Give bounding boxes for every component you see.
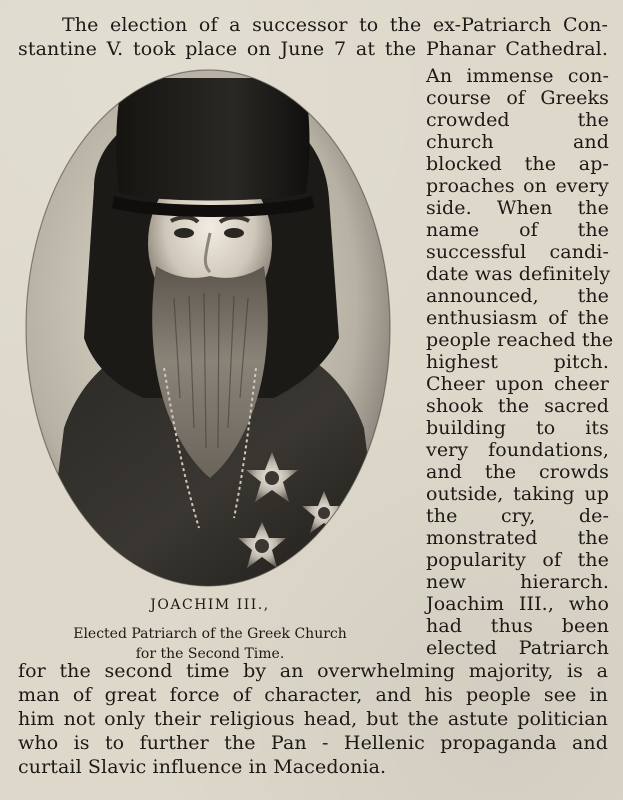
column-line: An immense con- bbox=[426, 65, 609, 87]
column-line: crowded the bbox=[426, 109, 609, 131]
column-line: announced, the bbox=[426, 285, 609, 307]
column-line: church and bbox=[426, 131, 609, 153]
column-line: name of the bbox=[426, 219, 609, 241]
article-line: who is to further the Pan - Hellenic propaganda and bbox=[18, 732, 608, 754]
figure-caption-line: for the Second Time. bbox=[135, 646, 285, 662]
portrait-figure bbox=[24, 68, 392, 588]
column-line: new hierarch. bbox=[426, 571, 609, 593]
column-line: the cry, de- bbox=[426, 505, 609, 527]
column-line: had thus been bbox=[426, 615, 609, 637]
article-line: stantine V. took place on June 7 at the Phanar Cathedral. bbox=[18, 38, 608, 60]
column-line: and the crowds bbox=[426, 461, 609, 483]
column-line: date was definitely bbox=[426, 263, 611, 285]
column-line: people reached the bbox=[426, 329, 614, 351]
column-line: Cheer upon cheer bbox=[426, 373, 609, 395]
column-line: enthusiasm of the bbox=[426, 307, 609, 329]
column-line: monstrated the bbox=[426, 527, 609, 549]
article-line: for the second time by an overwhelming majority, is a bbox=[18, 660, 608, 682]
column-line: proaches on every bbox=[426, 175, 609, 197]
column-line: blocked the ap- bbox=[426, 153, 609, 175]
column-line: side. When the bbox=[426, 197, 609, 219]
patriarch-portrait bbox=[24, 68, 392, 588]
column-line: building to its bbox=[426, 417, 609, 439]
column-line: highest pitch. bbox=[426, 351, 609, 373]
column-line: very foundations, bbox=[426, 439, 609, 461]
column-line: popularity of the bbox=[426, 549, 609, 571]
article-line: man of great force of character, and his people see in bbox=[18, 684, 608, 706]
article-line: him not only their religious head, but the astute politician bbox=[18, 708, 608, 730]
figure-caption-name: JOACHIM III., bbox=[150, 597, 270, 613]
column-line: elected Patriarch bbox=[426, 637, 609, 659]
article-line: curtail Slavic influence in Macedonia. bbox=[18, 756, 387, 778]
column-line: outside, taking up bbox=[426, 483, 609, 505]
column-line: course of Greeks bbox=[426, 87, 609, 109]
column-line: successful candi- bbox=[426, 241, 609, 263]
article-line: The election of a successor to the ex-Patriarch Con- bbox=[62, 14, 608, 36]
column-line: shook the sacred bbox=[426, 395, 609, 417]
column-line: Joachim III., who bbox=[426, 593, 609, 615]
figure-caption-line: Elected Patriarch of the Greek Church bbox=[73, 626, 347, 642]
